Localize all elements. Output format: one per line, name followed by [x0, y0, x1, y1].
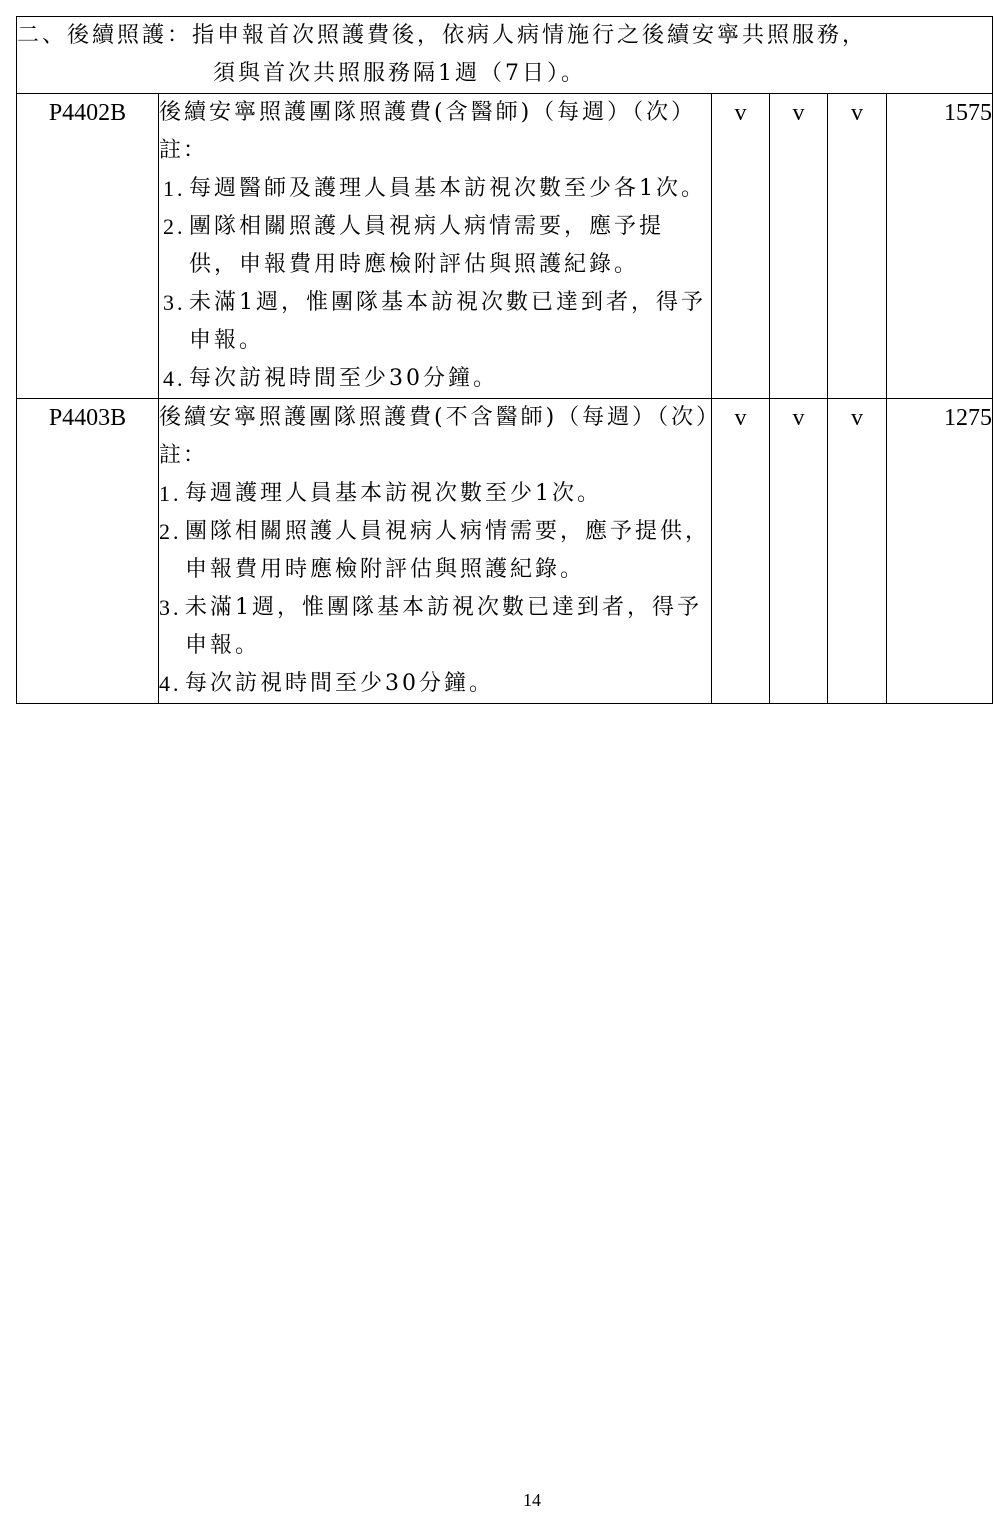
- note-number: 3.: [159, 595, 182, 620]
- note-number: 2.: [163, 214, 186, 239]
- note-text: 每次訪視時間至少30分鐘。: [189, 366, 498, 391]
- item-description: [159, 94, 712, 399]
- fee-schedule-table: [16, 16, 993, 704]
- applicability-mark-3: v: [828, 94, 887, 399]
- note-text: 團隊相關照護人員視病人病情需要，應予提供，申報費用時應檢附評估與照護紀錄。: [185, 519, 711, 582]
- section-header-line1: 二、後續照護：指申報首次照護費後，依病人病情施行之後續安寧共照服務，: [17, 23, 868, 48]
- section-header-line2: 須與首次共照服務隔1週（7日）。: [213, 61, 586, 86]
- note-number: 4.: [159, 671, 182, 696]
- item-code: P4402B: [17, 94, 159, 399]
- note-number: 3.: [163, 290, 186, 315]
- note-item: [163, 170, 711, 208]
- note-text: 每週護理人員基本訪視次數至少1次。: [185, 481, 602, 506]
- note-text: 團隊相關照護人員視病人病情需要，應予提供，申報費用時應檢附評估與照護紀錄。: [189, 214, 665, 277]
- applicability-mark-2: v: [770, 399, 828, 704]
- note-item: [163, 284, 711, 360]
- note-item: [159, 589, 711, 665]
- note-list: [159, 170, 711, 398]
- note-item: [159, 513, 711, 589]
- note-item: [163, 360, 711, 398]
- table-row: [17, 94, 993, 399]
- fee-points: 1275: [887, 399, 993, 704]
- note-item: [159, 475, 711, 513]
- note-text: 每週醫師及護理人員基本訪視次數至少各1次。: [189, 176, 706, 201]
- applicability-mark-3: v: [828, 399, 887, 704]
- note-text: 未滿1週，惟團隊基本訪視次數已達到者，得予申報。: [189, 290, 706, 353]
- section-header-cell: [17, 17, 993, 94]
- note-label: 註：: [159, 138, 208, 163]
- item-title: 後續安寧照護團隊照護費(含醫師)（每週）（次）: [159, 100, 697, 125]
- note-number: 1.: [159, 481, 182, 506]
- item-code: P4403B: [17, 399, 159, 704]
- note-number: 2.: [159, 519, 182, 544]
- note-number: 1.: [163, 176, 186, 201]
- note-item: [163, 208, 711, 284]
- table-row: [17, 399, 993, 704]
- note-number: 4.: [163, 366, 186, 391]
- applicability-mark-1: v: [712, 94, 770, 399]
- note-item: [159, 665, 711, 703]
- item-title: 後續安寧照護團隊照護費(不含醫師)（每週）（次）: [159, 405, 722, 430]
- note-label: 註：: [159, 443, 208, 468]
- fee-points: 1575: [887, 94, 993, 399]
- note-list: [159, 475, 711, 703]
- section-header-row: [17, 17, 993, 94]
- applicability-mark-1: v: [712, 399, 770, 704]
- page-number: 14: [523, 1490, 541, 1510]
- note-text: 每次訪視時間至少30分鐘。: [185, 671, 494, 696]
- item-description: [159, 399, 722, 704]
- note-text: 未滿1週，惟團隊基本訪視次數已達到者，得予申報。: [185, 595, 702, 658]
- applicability-mark-2: v: [770, 94, 828, 399]
